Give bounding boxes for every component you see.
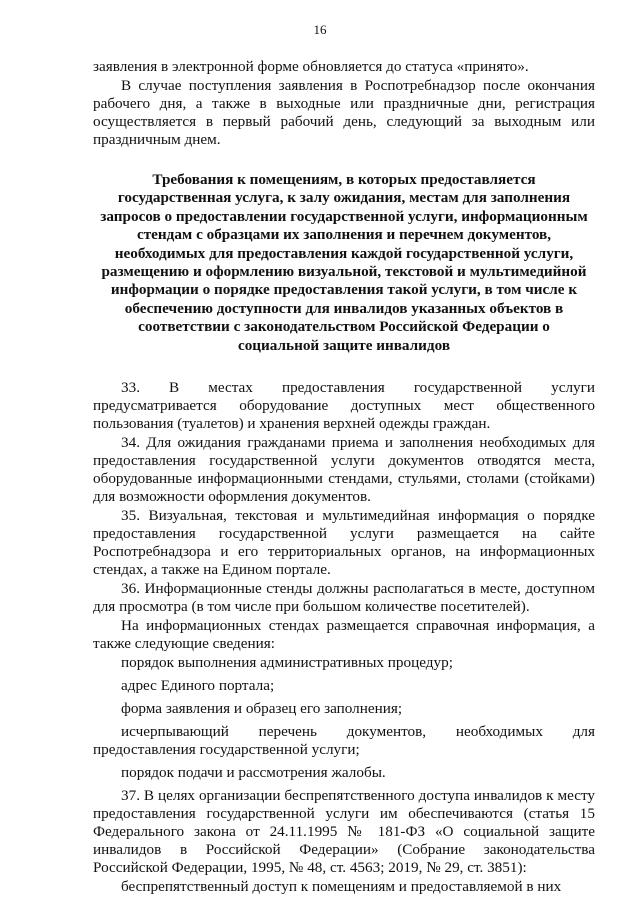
list-item: порядок подачи и рассмотрения жалобы. [121,764,386,782]
list-item: исчерпывающий перечень документов, необходимых для предоставления государственной услуги; [93,723,595,759]
section-heading: Требования к помещениям, в которых предоставляется государственная услуга, к залу ожидания, местам для заполнения запросов о предоставлении государственной услуги, информационным стендам с образцами их заполнения и перечнем документов, необходимых для предоставления каждой государственной услуги, размещению и оформлению визуальной, текстовой и мультимедийной информации о порядке предоставления такой услуги, в том числе к обеспечению доступности для инвалидов указанных объектов в соответствии с законодательством Российской Федерации о социальной защите инвалидов [100,171,588,354]
paragraph-33: 33. В местах предоставления государственной услуги предусматривается оборудование доступных мест общественного пользования (туалетов) и хранения верхней одежды граждан. [93,379,595,433]
page-number: 16 [313,22,327,37]
list-item: порядок выполнения административных процедур; [121,654,453,672]
list-item: адрес Единого портала; [121,677,275,695]
paragraph-36-info: На информационных стендах размещается справочная информация, а также следующие сведения: [93,617,595,653]
intro-fragment: заявления в электронной форме обновляется до статуса «принято». [93,58,529,75]
list-item: форма заявления и образец его заполнения; [121,700,403,718]
paragraph-37-continuation: беспрепятственный доступ к помещениям и предоставляемой в них [121,878,562,896]
paragraph-37: 37. В целях организации беспрепятственного доступа инвалидов к месту предоставления государственной услуги им обеспечиваются (статья 15 Федерального закона от 24.11.1995 № 181-ФЗ «О социальной защите инвалидов в Российской Федерации» (Собрание законодательства Российской Федерации, 1995, № 48, ст. 4563; 2019, № 29, ст. 3851): [93,787,595,877]
paragraph-36: 36. Информационные стенды должны располагаться в месте, доступном для просмотра (в том числе при большом количестве посетителей). [93,580,595,616]
paragraph-34: 34. Для ожидания гражданами приема и заполнения необходимых для предоставления государственной услуги документов отводятся места, оборудованные информационными стендами, стульями, столами (стойками) для возможности оформления документов. [93,434,595,506]
document-body [93,58,595,897]
intro-paragraph: В случае поступления заявления в Роспотребнадзор после окончания рабочего дня, а также в выходные или праздничные дни, регистрация осуществляется в первый рабочий день, следующий за выходным или праздничным днем. [93,77,595,148]
paragraph-35: 35. Визуальная, текстовая и мультимедийная информация о порядке предоставления государственной услуги размещается на сайте Роспотребнадзора и его территориальных органов, на информационных стендах, а также на Едином портале. [93,507,595,579]
info-list [93,654,595,782]
